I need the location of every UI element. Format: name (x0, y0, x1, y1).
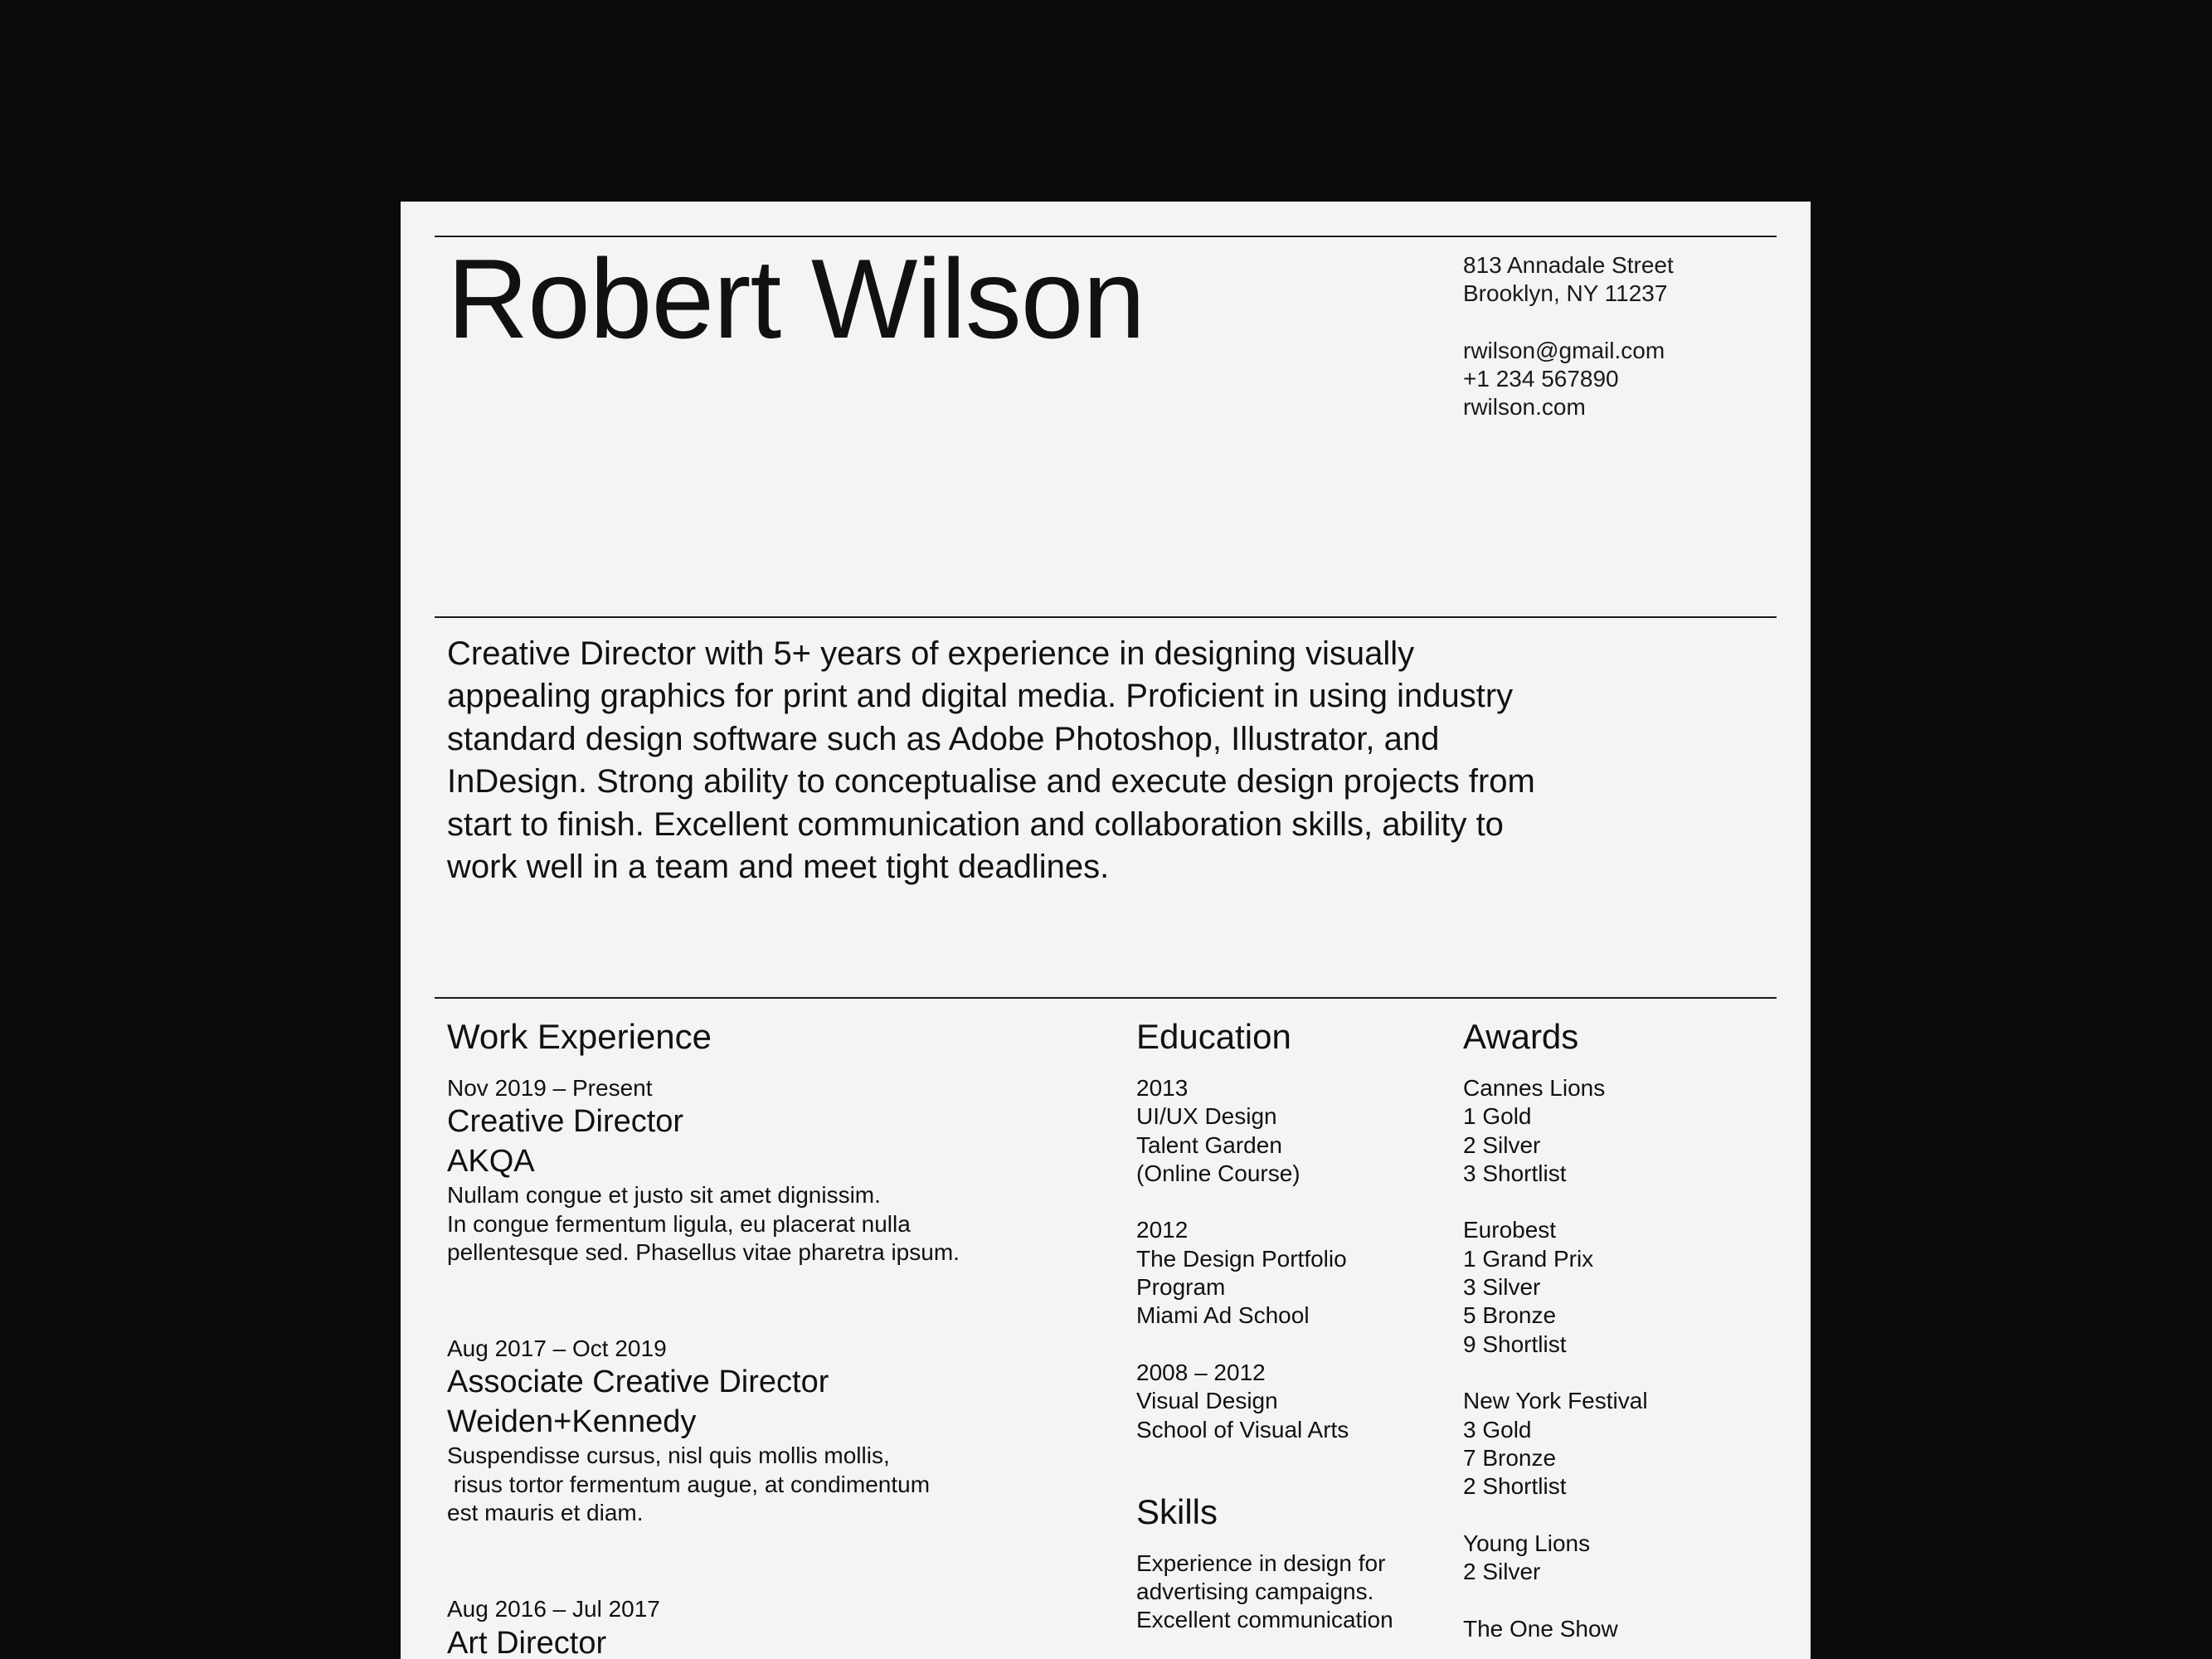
education-line: (Online Course) (1136, 1160, 1300, 1186)
job-entry (447, 1335, 1111, 1527)
job-desc-line: Suspendisse cursus, nisl quis mollis mollis, (447, 1443, 890, 1469)
award-name: Young Lions (1463, 1530, 1591, 1556)
award-item: 7 Bronze (1463, 1444, 1557, 1471)
job-role: Art Director (447, 1625, 607, 1659)
phone-text: +1 234 567890 (1463, 365, 1619, 392)
job-dates: Aug 2016 – Jul 2017 (447, 1596, 660, 1623)
summary-line: start to finish. Excellent communication and collaboration skills, ability to (447, 805, 1504, 843)
award-entry (1463, 1615, 1778, 1643)
job-dates: Aug 2017 – Oct 2019 (447, 1335, 667, 1362)
resume-page (401, 202, 1811, 1659)
award-item: 2 Silver (1463, 1131, 1541, 1158)
award-entry (1463, 1387, 1778, 1501)
skills-line: Excellent communication (1136, 1607, 1393, 1633)
job-desc-line: Nullam congue et justo sit amet dignissim. (447, 1182, 881, 1209)
education-year: 2008 – 2012 (1136, 1359, 1266, 1385)
address-line-1: 813 Annadale Street (1463, 252, 1674, 278)
skills-line: advertising campaigns. (1136, 1579, 1374, 1605)
education-line: The Design Portfolio (1136, 1245, 1347, 1272)
job-entry (447, 1595, 1111, 1659)
job-role: Associate Creative Director (447, 1365, 829, 1400)
award-item: 3 Shortlist (1463, 1160, 1567, 1186)
award-item: 2 Silver (1463, 1559, 1541, 1585)
job-dates: Nov 2019 – Present (447, 1075, 653, 1101)
education-line: UI/UX Design (1136, 1103, 1277, 1130)
summary-divider (435, 616, 1777, 618)
summary-paragraph (447, 633, 1625, 888)
award-entry (1463, 1530, 1778, 1587)
awards-section (1463, 1014, 1778, 1659)
summary-line: Creative Director with 5+ years of experience in designing visually (447, 635, 1415, 672)
award-item: 9 Shortlist (1463, 1331, 1567, 1357)
skills-line: Experience in design for (1136, 1550, 1386, 1576)
award-name: New York Festival (1463, 1388, 1648, 1414)
education-entry (1136, 1074, 1443, 1188)
education-line: Miami Ad School (1136, 1302, 1310, 1329)
website-text: rwilson.com (1463, 394, 1586, 421)
award-item: 3 Silver (1463, 1274, 1541, 1301)
summary-line: InDesign. Strong ability to conceptualise and execute design projects from (447, 763, 1535, 800)
education-line: School of Visual Arts (1136, 1416, 1349, 1443)
job-desc-line: risus tortor fermentum augue, at condimentum (447, 1471, 931, 1497)
award-entry (1463, 1074, 1778, 1188)
education-entry (1136, 1359, 1443, 1444)
work-experience-section (447, 1014, 1111, 1659)
resume-name: Robert Wilson (447, 236, 1145, 362)
job-entry (447, 1074, 1111, 1267)
summary-line: appealing graphics for print and digital media. Proficient in using industry (447, 678, 1514, 715)
address-line-2: Brooklyn, NY 11237 (1463, 280, 1668, 307)
job-company: AKQA (447, 1143, 535, 1179)
award-item: 2 Shortlist (1463, 1473, 1567, 1500)
job-desc-line: est mauris et diam. (447, 1500, 644, 1526)
award-name: Cannes Lions (1463, 1075, 1606, 1101)
work-experience-title: Work Experience (447, 1017, 712, 1056)
education-entry (1136, 1216, 1443, 1330)
summary-line: standard design software such as Adobe Photoshop, Illustrator, and (447, 720, 1440, 757)
contact-block (1463, 251, 1674, 421)
award-item: 1 Gold (1463, 1103, 1532, 1130)
education-section (1136, 1014, 1443, 1635)
education-line: Visual Design (1136, 1388, 1278, 1414)
education-year: 2013 (1136, 1075, 1189, 1101)
sections-divider (435, 997, 1777, 999)
award-item: 3 Gold (1463, 1416, 1532, 1443)
award-item: 5 Bronze (1463, 1302, 1557, 1329)
job-desc-line: In congue fermentum ligula, eu placerat nulla (447, 1210, 911, 1237)
job-desc-line: pellentesque sed. Phasellus vitae pharetra ipsum. (447, 1238, 960, 1265)
summary-line: work well in a team and meet tight deadlines. (447, 849, 1110, 886)
email-text: rwilson@gmail.com (1463, 337, 1665, 363)
job-company: Weiden+Kennedy (447, 1404, 697, 1439)
award-name: Eurobest (1463, 1217, 1557, 1243)
skills-title: Skills (1136, 1491, 1218, 1531)
job-role: Creative Director (447, 1104, 684, 1140)
education-title: Education (1136, 1017, 1291, 1056)
award-name: The One Show (1463, 1615, 1618, 1642)
education-line: Talent Garden (1136, 1131, 1282, 1158)
education-year: 2012 (1136, 1217, 1189, 1243)
award-item: 1 Grand Prix (1463, 1245, 1594, 1272)
award-entry (1463, 1216, 1778, 1358)
awards-title: Awards (1463, 1017, 1579, 1056)
education-line: Program (1136, 1274, 1226, 1301)
